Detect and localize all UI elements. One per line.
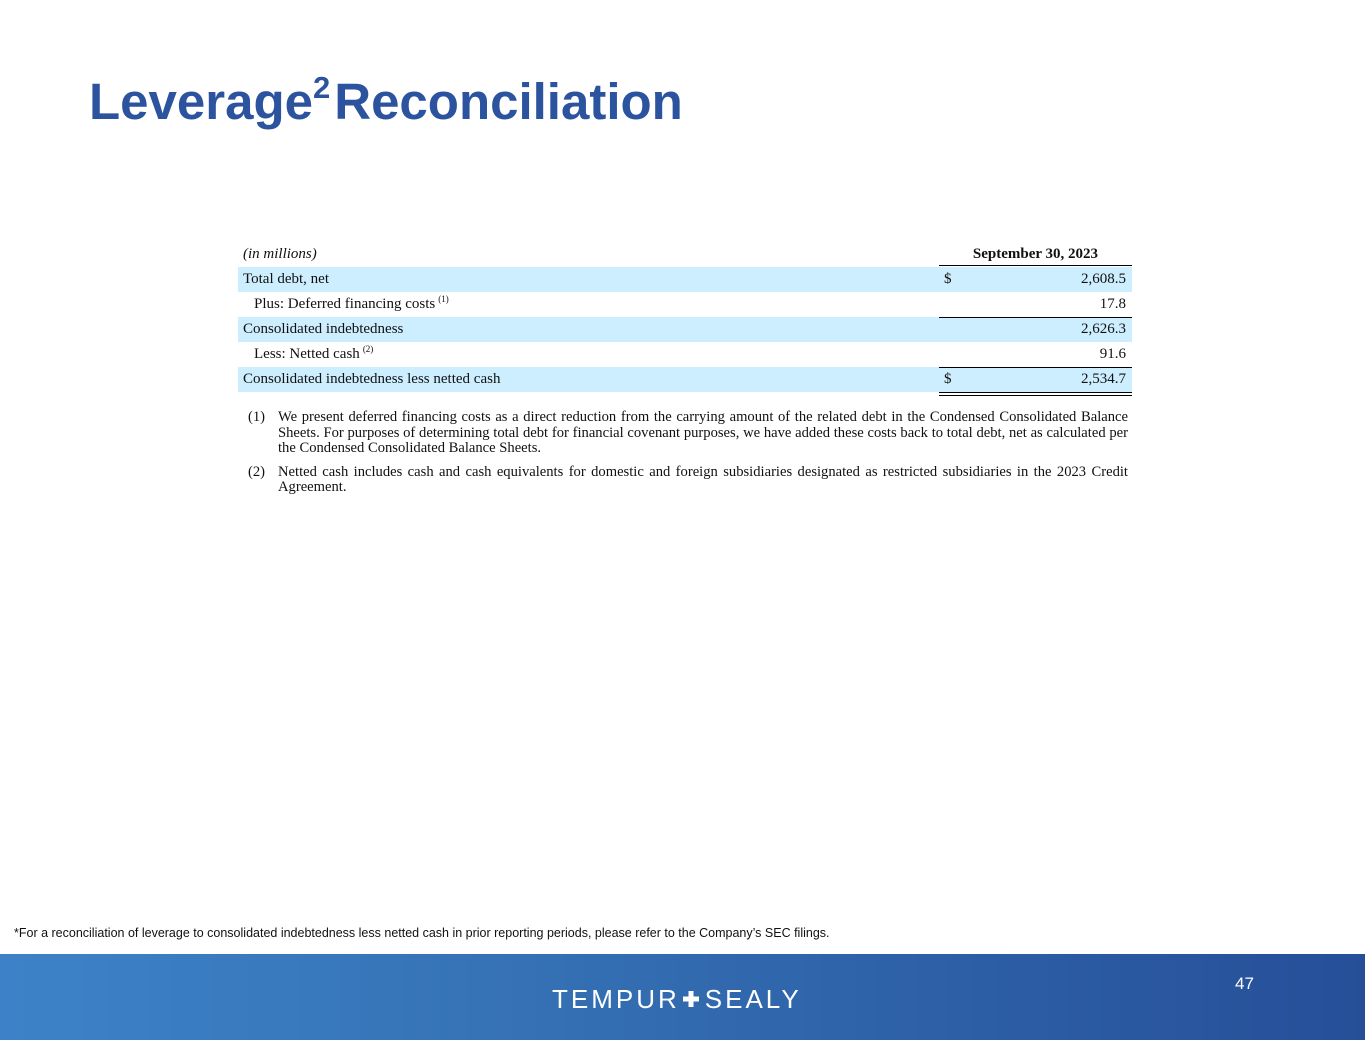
table-row xyxy=(238,292,1132,317)
row-value: 91.6 xyxy=(1099,346,1126,362)
row-label-text: Plus: Deferred financing costs xyxy=(254,296,436,312)
row-label xyxy=(254,342,373,367)
row-label: Consolidated indebtedness less netted cash xyxy=(243,371,501,387)
currency-symbol: $ xyxy=(944,271,952,287)
leverage-reconciliation-table xyxy=(238,242,1132,392)
page-number: 47 xyxy=(1235,974,1254,993)
footnote-text: We present deferred financing costs as a direct reduction from the carrying amount of the related debt in the Condensed Consolidated Balance Sheets. For purposes of determining total debt for financial covenant purposes, we have added these costs back to total debt, net as calculated per the Condensed Consolidated Balance Sheets. xyxy=(278,409,1128,456)
title-rest: Reconciliation xyxy=(334,73,683,130)
currency-symbol: $ xyxy=(944,371,952,387)
column-header-date: September 30, 2023 xyxy=(939,242,1132,266)
table-row xyxy=(238,317,1132,342)
footer-band xyxy=(0,954,1365,1040)
table-row xyxy=(238,342,1132,367)
table-header-row xyxy=(238,242,1132,267)
double-underline xyxy=(939,392,1132,396)
table-row xyxy=(238,267,1132,292)
footnote xyxy=(248,465,1128,496)
title-superscript: 2 xyxy=(312,70,331,105)
row-label: Consolidated indebtedness xyxy=(243,321,404,337)
footnote-ref: (1) xyxy=(438,294,449,304)
table-row-total xyxy=(238,367,1132,392)
unit-label: (in millions) xyxy=(243,246,317,262)
disclaimer-note: *For a reconciliation of leverage to consolidated indebtedness less netted cash in prior reporting periods, please refer to the Company’s SEC filings. xyxy=(14,926,830,940)
row-value: 17.8 xyxy=(1099,296,1126,312)
row-value: 2,534.7 xyxy=(1081,371,1126,387)
company-logo xyxy=(552,984,802,1014)
footnote-number: (2) xyxy=(248,463,266,480)
slide-title xyxy=(89,70,683,134)
footnote xyxy=(248,410,1128,457)
footnote-text: Netted cash includes cash and cash equivalents for domestic and foreign subsidiaries designated as restricted subsidiaries in the 2023 Credit Agreement. xyxy=(278,463,1128,495)
row-label: Total debt, net xyxy=(243,271,330,287)
logo-text-left: TEMPUR xyxy=(552,984,680,1014)
footnote-ref: (2) xyxy=(362,344,374,354)
row-label xyxy=(254,292,449,317)
logo-text-right: SEALY xyxy=(704,984,802,1014)
row-value: 2,626.3 xyxy=(1081,321,1126,337)
footnote-number: (1) xyxy=(248,409,266,425)
row-label-text: Less: Netted cash xyxy=(254,346,360,362)
plus-icon xyxy=(682,990,700,1008)
footnotes xyxy=(248,410,1128,504)
title-main: Leverage xyxy=(89,73,313,130)
row-value: 2,608.5 xyxy=(1081,271,1126,287)
